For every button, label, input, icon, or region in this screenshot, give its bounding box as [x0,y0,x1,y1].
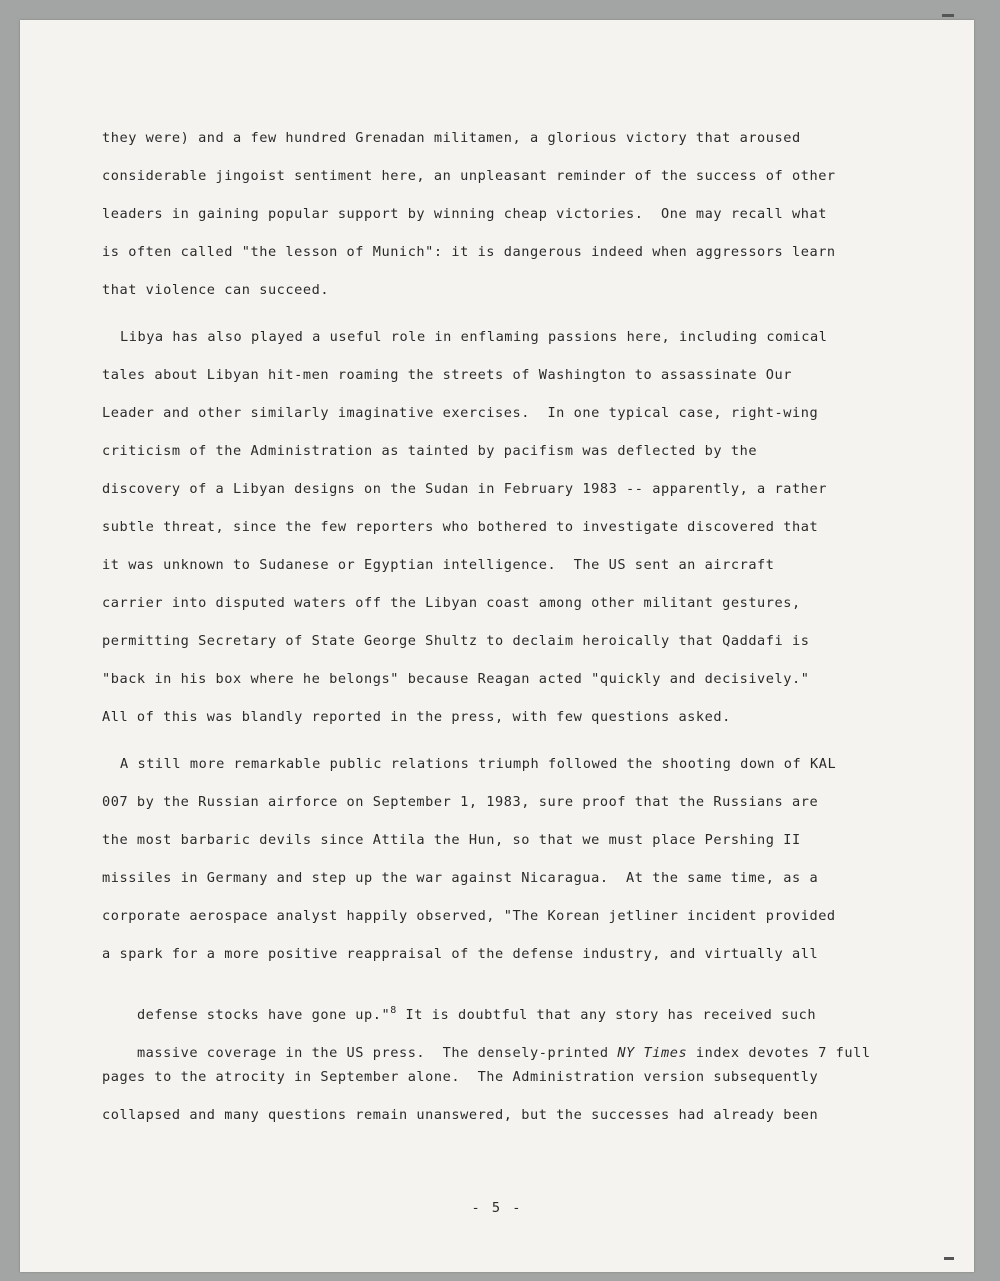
text-line: carrier into disputed waters off the Libyan coast among other militant gestures, [102,595,801,611]
scan-mark [944,1257,954,1260]
text-line: subtle threat, since the few reporters who bothered to investigate discovered that [102,519,819,535]
text-line-italic-title [102,1033,871,1074]
text-line: corporate aerospace analyst happily observed, "The Korean jetliner incident provided [102,908,836,924]
text-span: index devotes 7 full [687,1044,871,1061]
text-line: permitting Secretary of State George Shultz to declaim heroically that Qaddafi is [102,633,810,649]
text-line: the most barbaric devils since Attila the Hun, so that we must place Pershing II [102,832,801,848]
document-page [20,20,974,1272]
text-line: considerable jingoist sentiment here, an unpleasant reminder of the success of other [102,168,836,184]
text-line: discovery of a Libyan designs on the Sudan in February 1983 -- apparently, a rather [102,481,827,497]
text-line: is often called "the lesson of Munich": it is dangerous indeed when aggressors learn [102,244,836,260]
text-span: massive coverage in the US press. The densely-printed [136,1044,618,1061]
text-line: missiles in Germany and step up the war against Nicaragua. At the same time, as a [102,870,819,886]
text-line: 007 by the Russian airforce on September 1, 1983, sure proof that the Russians are [102,794,819,810]
text-line: a spark for a more positive reappraisal of the defense industry, and virtually all [102,946,819,962]
text-line: Libya has also played a useful role in enflaming passions here, including comical [120,329,828,345]
text-span: It is doubtful that any story has received such [396,1006,817,1023]
text-line: A still more remarkable public relations triumph followed the shooting down of KAL [120,756,837,772]
text-span: defense stocks have gone up." [136,1006,391,1023]
text-line: they were) and a few hundred Grenadan militamen, a glorious victory that aroused [102,130,801,146]
text-line: it was unknown to Sudanese or Egyptian intelligence. The US sent an aircraft [102,557,775,573]
text-line: All of this was blandly reported in the press, with few questions asked. [102,709,731,725]
text-line: leaders in gaining popular support by winning cheap victories. One may recall what [102,206,827,222]
footnote-marker: 8 [390,1004,397,1016]
text-line: tales about Libyan hit-men roaming the streets of Washington to assassinate Our [102,367,792,383]
text-line: that violence can succeed. [102,282,330,298]
page-number: - 5 - [471,1200,523,1216]
text-line: criticism of the Administration as tainted by pacifism was deflected by the [102,443,758,459]
text-line: Leader and other similarly imaginative exercises. In one typical case, right-wing [102,405,819,421]
text-line: collapsed and many questions remain unanswered, but the successes had already been [102,1107,819,1123]
text-line: pages to the atrocity in September alone. The Administration version subsequently [102,1069,819,1085]
scan-mark [942,14,954,17]
text-line: "back in his box where he belongs" because Reagan acted "quickly and decisively." [102,671,810,687]
italic-title: NY Times [617,1044,688,1061]
text-line-footnote [102,995,816,1036]
